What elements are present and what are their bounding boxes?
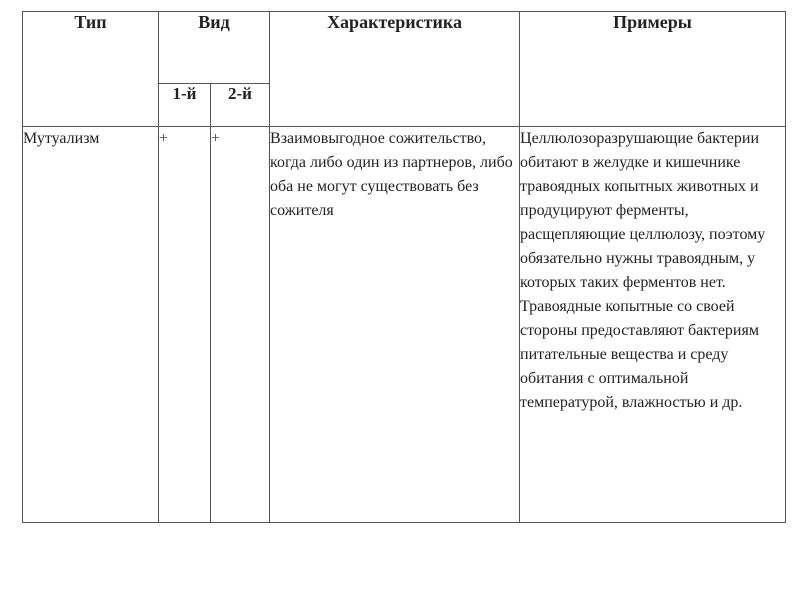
header-row	[23, 12, 786, 84]
subheader-second: 2-й	[211, 84, 270, 127]
symbiosis-table	[22, 11, 786, 523]
table-row	[23, 127, 786, 523]
subheader-first: 1-й	[159, 84, 211, 127]
header-examples: Примеры	[520, 12, 786, 127]
cell-first-sign: +	[159, 127, 211, 523]
header-type: Тип	[23, 12, 159, 127]
header-characteristic: Характеристика	[270, 12, 520, 127]
header-view: Вид	[159, 12, 270, 84]
cell-type: Мутуализм	[23, 127, 159, 523]
cell-second-sign: +	[211, 127, 270, 523]
cell-examples: Целлюлозоразрушающие бактерии обитают в желудке и кишечнике травоядных копытных животных и продуцируют ферменты, расщепляющие целлюлозу, поэтому обязательно нужны травоядным, у которых таких ферментов нет. Травоядные копытные со своей стороны предоставляют бактериям питательные вещества и среду обитания с оптимальной температурой, влажностью и др.	[520, 127, 786, 523]
cell-characteristic: Взаимовыгодное сожительство, когда либо один из партнеров, либо оба не могут существовать без сожителя	[270, 127, 520, 523]
